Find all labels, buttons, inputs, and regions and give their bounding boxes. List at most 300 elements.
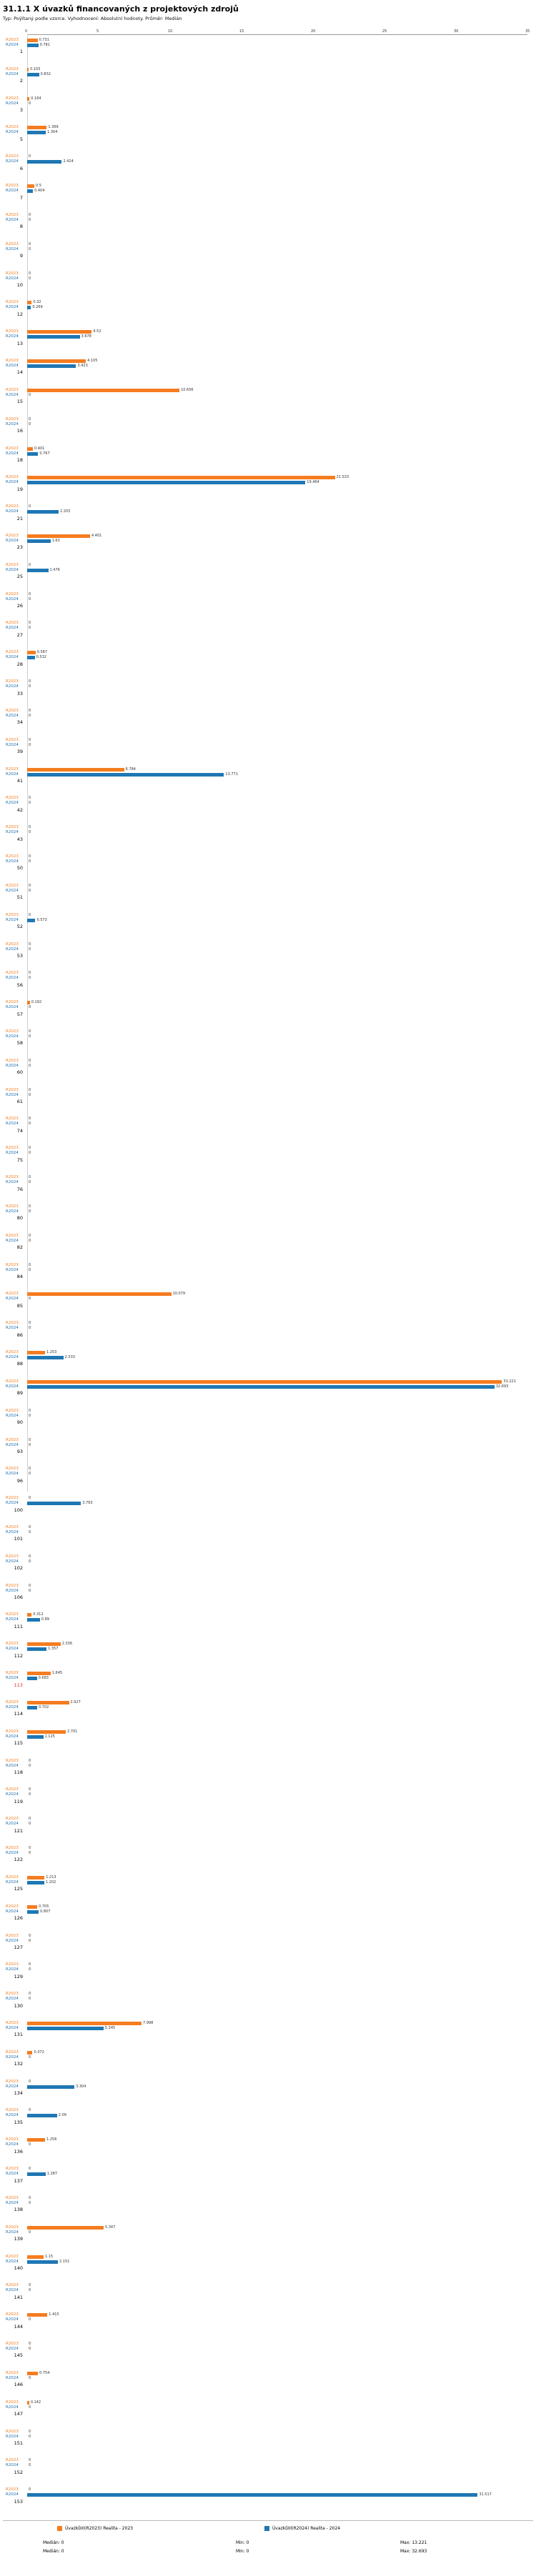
bar bbox=[27, 2260, 58, 2264]
bar-value-label: 0.781 bbox=[39, 43, 50, 47]
category-label: 106 bbox=[14, 1594, 23, 1601]
series-row-label: R2023 bbox=[6, 1642, 19, 1647]
bar-value-label: 0 bbox=[29, 859, 31, 864]
legend-stat-min: Min: 0 bbox=[236, 2549, 249, 2554]
bar bbox=[27, 1356, 64, 1359]
category-label: 52 bbox=[16, 924, 23, 930]
bar-value-label: 1.369 bbox=[48, 125, 59, 130]
bar bbox=[27, 1735, 44, 1739]
bar-value-label: 0 bbox=[29, 416, 31, 421]
series-row-label: R2024 bbox=[6, 976, 19, 981]
bar-value-label: 19.464 bbox=[307, 480, 319, 485]
bar-value-label: 1.213 bbox=[46, 1874, 56, 1879]
bar bbox=[27, 539, 51, 543]
series-row-label: R2023 bbox=[6, 2458, 19, 2463]
category-label: 9 bbox=[19, 253, 23, 259]
category-label: 136 bbox=[14, 2148, 23, 2155]
bar-value-label: 0 bbox=[29, 1151, 31, 1156]
x-axis-tick-label: 35 bbox=[525, 29, 530, 34]
category-label: 85 bbox=[16, 1302, 23, 1309]
legend-stat-min: Min: 0 bbox=[236, 2540, 249, 2545]
bar bbox=[27, 569, 49, 572]
series-row-label: R2023 bbox=[6, 329, 19, 334]
bar-value-label: 1.125 bbox=[44, 1734, 55, 1739]
bar-value-label: 0 bbox=[29, 830, 31, 835]
legend-label[interactable]: ÚvazkůIII(R2024) Realita - 2024 bbox=[272, 2526, 341, 2531]
bar-value-label: 0.103 bbox=[30, 66, 41, 71]
bar bbox=[27, 447, 33, 451]
category-label: 82 bbox=[16, 1244, 23, 1251]
category-label: 89 bbox=[16, 1390, 23, 1397]
series-row-label: R2024 bbox=[6, 480, 19, 485]
bar bbox=[27, 2138, 45, 2142]
bar bbox=[27, 773, 224, 777]
category-label: 93 bbox=[16, 1448, 23, 1454]
bar-value-label: 7.998 bbox=[142, 2021, 154, 2025]
bar-value-label: 0.164 bbox=[31, 96, 41, 101]
series-row-label: R2023 bbox=[6, 387, 19, 392]
category-label: 137 bbox=[14, 2177, 23, 2184]
bar bbox=[27, 1613, 31, 1617]
series-row-label: R2024 bbox=[6, 1209, 19, 1214]
bar-value-label: 0 bbox=[29, 883, 31, 888]
series-row-label: R2023 bbox=[6, 475, 19, 480]
page-title: 31.1.1 X úvazků financovaných z projektových zdrojů bbox=[3, 4, 239, 14]
series-row-label: R2023 bbox=[6, 708, 19, 713]
series-row-label: R2023 bbox=[6, 2137, 19, 2142]
bar bbox=[27, 452, 38, 456]
bar-value-label: 0 bbox=[29, 1554, 31, 1559]
series-row-label: R2024 bbox=[6, 567, 19, 572]
bar bbox=[27, 1905, 37, 1909]
series-row-label: R2023 bbox=[6, 446, 19, 451]
series-row-label: R2023 bbox=[6, 1000, 19, 1005]
category-label: 111 bbox=[14, 1623, 23, 1629]
page-subtitle: Typ: Poÿítaný podle vzorce. Vyhodnocení: Absolutní hodnoty. Průměr: Medián bbox=[3, 16, 182, 21]
category-label: 139 bbox=[14, 2236, 23, 2242]
bar bbox=[27, 68, 29, 71]
category-label: 75 bbox=[16, 1157, 23, 1163]
series-row-label: R2023 bbox=[6, 971, 19, 976]
category-label: 121 bbox=[14, 1827, 23, 1834]
bar-value-label: 0 bbox=[29, 1496, 31, 1501]
bar-value-label: 0.683 bbox=[38, 1676, 49, 1681]
series-row-label: R2024 bbox=[6, 364, 19, 369]
category-label: 132 bbox=[14, 2061, 23, 2067]
bar bbox=[27, 510, 59, 514]
category-label: 43 bbox=[16, 836, 23, 842]
bar-value-label: 0 bbox=[29, 621, 31, 626]
bar-value-label: 0.705 bbox=[39, 1904, 49, 1909]
legend-label[interactable]: ÚvazkůIII(R2023) Realita - 2023 bbox=[65, 2526, 134, 2531]
series-row-label: R2024 bbox=[6, 1267, 19, 1272]
bar-value-label: 2.533 bbox=[64, 1355, 75, 1360]
series-row-label: R2023 bbox=[6, 38, 19, 42]
series-row-label: R2024 bbox=[6, 1704, 19, 1709]
series-row-label: R2023 bbox=[6, 1204, 19, 1209]
series-row-label: R2023 bbox=[6, 1612, 19, 1617]
bar-value-label: 0 bbox=[29, 1058, 31, 1063]
bar-value-label: 0 bbox=[29, 825, 31, 830]
series-row-label: R2023 bbox=[6, 621, 19, 626]
bar bbox=[27, 335, 80, 339]
bar-value-label: 0 bbox=[29, 2079, 31, 2084]
bar-value-label: 0 bbox=[29, 1992, 31, 1997]
category-label: 14 bbox=[16, 369, 23, 376]
series-row-label: R2023 bbox=[6, 1787, 19, 1792]
bar bbox=[27, 1672, 51, 1675]
series-row-label: R2024 bbox=[6, 684, 19, 689]
bar-value-label: 0 bbox=[29, 854, 31, 859]
category-label: 12 bbox=[16, 311, 23, 317]
bar-value-label: 0.142 bbox=[30, 2400, 41, 2405]
category-label: 41 bbox=[16, 778, 23, 784]
series-row-label: R2023 bbox=[6, 1554, 19, 1559]
series-row-label: R2023 bbox=[6, 184, 19, 189]
chart-plot-area bbox=[0, 29, 536, 2515]
bar bbox=[27, 189, 33, 193]
bar-value-label: 0.702 bbox=[39, 1704, 49, 1709]
series-row-label: R2024 bbox=[6, 71, 19, 76]
bar-value-label: 0 bbox=[29, 1442, 31, 1447]
series-row-label: R2024 bbox=[6, 451, 19, 456]
series-row-label: R2023 bbox=[6, 591, 19, 596]
series-row-label: R2024 bbox=[6, 305, 19, 310]
bar bbox=[27, 2022, 142, 2025]
series-row-label: R2023 bbox=[6, 942, 19, 947]
bar-value-label: 0 bbox=[29, 2108, 31, 2113]
category-label: 141 bbox=[14, 2294, 23, 2300]
series-row-label: R2023 bbox=[6, 883, 19, 888]
bar bbox=[27, 768, 124, 772]
bar-value-label: 0 bbox=[29, 596, 31, 601]
category-label: 13 bbox=[16, 340, 23, 346]
category-label: 129 bbox=[14, 1973, 23, 1980]
series-row-label: R2024 bbox=[6, 596, 19, 601]
series-row-label: R2024 bbox=[6, 1559, 19, 1564]
bar-value-label: 0 bbox=[29, 2288, 31, 2293]
bar-value-label: 0 bbox=[29, 1175, 31, 1180]
series-row-label: R2023 bbox=[6, 504, 19, 509]
x-axis-tick-label: 5 bbox=[96, 29, 99, 34]
bar-value-label: 0 bbox=[29, 2429, 31, 2434]
category-label: 140 bbox=[14, 2265, 23, 2271]
series-row-label: R2023 bbox=[6, 1992, 19, 1997]
series-row-label: R2023 bbox=[6, 1758, 19, 1763]
bar-value-label: 0 bbox=[29, 1326, 31, 1331]
bar bbox=[27, 1910, 39, 1914]
bar-value-label: 0 bbox=[29, 971, 31, 976]
bar-value-label: 0 bbox=[29, 1467, 31, 1472]
bar-value-label: 0 bbox=[29, 2463, 31, 2468]
bar-value-label: 0 bbox=[29, 1583, 31, 1588]
bar-value-label: 5.347 bbox=[104, 2225, 116, 2230]
series-row-label: R2024 bbox=[6, 772, 19, 777]
bar-value-label: 0 bbox=[29, 1851, 31, 1856]
category-label: 134 bbox=[14, 2090, 23, 2097]
series-row-label: R2024 bbox=[6, 1005, 19, 1010]
bar-value-label: 0 bbox=[29, 912, 31, 917]
category-label: 8 bbox=[19, 224, 23, 230]
series-row-label: R2024 bbox=[6, 101, 19, 106]
bar-value-label: 0 bbox=[29, 679, 31, 684]
series-row-label: R2024 bbox=[6, 159, 19, 164]
category-label: 1 bbox=[19, 49, 23, 55]
category-label: 113 bbox=[14, 1682, 23, 1688]
category-label: 101 bbox=[14, 1536, 23, 1542]
bar-value-label: 0 bbox=[29, 504, 31, 509]
series-row-label: R2024 bbox=[6, 2026, 19, 2030]
series-row-label: R2024 bbox=[6, 2113, 19, 2118]
series-row-label: R2023 bbox=[6, 2167, 19, 2172]
series-row-label: R2023 bbox=[6, 96, 19, 101]
bar-value-label: 3.423 bbox=[77, 364, 88, 369]
bar-value-label: 0 bbox=[29, 2347, 31, 2352]
series-row-label: R2023 bbox=[6, 66, 19, 71]
series-row-label: R2023 bbox=[6, 2312, 19, 2317]
series-row-label: R2023 bbox=[6, 679, 19, 684]
series-row-label: R2024 bbox=[6, 2259, 19, 2264]
series-row-label: R2023 bbox=[6, 2079, 19, 2084]
series-row-label: R2023 bbox=[6, 912, 19, 917]
series-row-label: R2024 bbox=[6, 2230, 19, 2235]
series-row-label: R2024 bbox=[6, 742, 19, 747]
chart-legend bbox=[0, 2520, 536, 2570]
bar-value-label: 1.202 bbox=[46, 1879, 56, 1884]
series-row-label: R2023 bbox=[6, 1496, 19, 1501]
series-row-label: R2023 bbox=[6, 1146, 19, 1151]
bar-value-label: 1.256 bbox=[46, 2137, 57, 2142]
bar-value-label: 10.079 bbox=[172, 1292, 186, 1297]
category-label: 42 bbox=[16, 807, 23, 813]
series-row-label: R2024 bbox=[6, 947, 19, 952]
legend-stat-max: Max: 13.221 bbox=[400, 2540, 427, 2545]
bar bbox=[27, 1001, 30, 1004]
bar-value-label: 0 bbox=[29, 1034, 31, 1039]
bar-value-label: 4.105 bbox=[87, 359, 98, 364]
bar-value-label: 0.32 bbox=[33, 300, 41, 305]
bar-value-label: 0 bbox=[29, 1204, 31, 1209]
bar-value-label: 1.63 bbox=[51, 539, 60, 543]
series-row-label: R2024 bbox=[6, 1588, 19, 1593]
bar-value-label: 0.269 bbox=[32, 305, 43, 310]
bar-value-label: 0 bbox=[29, 1413, 31, 1418]
series-row-label: R2023 bbox=[6, 2370, 19, 2375]
category-label: 26 bbox=[16, 603, 23, 609]
bar-value-label: 0 bbox=[29, 1297, 31, 1302]
bar-value-label: 0 bbox=[29, 2142, 31, 2147]
bar-value-label: 0 bbox=[29, 2317, 31, 2322]
series-row-label: R2024 bbox=[6, 655, 19, 660]
bar-value-label: 0 bbox=[29, 154, 31, 159]
series-row-label: R2023 bbox=[6, 2400, 19, 2405]
bar-value-label: 0 bbox=[29, 1087, 31, 1092]
bar bbox=[27, 1351, 45, 1354]
series-row-label: R2024 bbox=[6, 392, 19, 397]
bar-value-label: 0 bbox=[29, 1122, 31, 1127]
bar-value-label: 0.754 bbox=[39, 2370, 50, 2375]
bar-value-label: 0 bbox=[29, 2458, 31, 2463]
category-label: 86 bbox=[16, 1332, 23, 1338]
category-label: 33 bbox=[16, 690, 23, 697]
category-label: 126 bbox=[14, 1915, 23, 1922]
bar-value-label: 1.287 bbox=[46, 2172, 58, 2177]
category-label: 127 bbox=[14, 1944, 23, 1950]
series-row-label: R2023 bbox=[6, 534, 19, 538]
bar-value-label: 10.656 bbox=[181, 387, 194, 392]
category-label: 151 bbox=[14, 2440, 23, 2446]
x-axis-line bbox=[27, 34, 527, 35]
series-row-label: R2024 bbox=[6, 539, 19, 543]
bar-value-label: 1.15 bbox=[45, 2254, 54, 2259]
category-label: 138 bbox=[14, 2207, 23, 2213]
bar-value-label: 2.336 bbox=[61, 1642, 73, 1647]
series-row-label: R2023 bbox=[6, 212, 19, 217]
bar bbox=[27, 2085, 74, 2089]
category-label: 130 bbox=[14, 2002, 23, 2009]
bar bbox=[27, 1677, 37, 1680]
bar-value-label: 0 bbox=[29, 392, 31, 397]
series-row-label: R2024 bbox=[6, 859, 19, 864]
bar-value-label: 0 bbox=[29, 1763, 31, 1768]
category-label: 125 bbox=[14, 1886, 23, 1892]
category-label: 28 bbox=[16, 661, 23, 667]
category-label: 34 bbox=[16, 719, 23, 726]
bar-value-label: 5.345 bbox=[104, 2026, 116, 2030]
category-label: 50 bbox=[16, 865, 23, 872]
series-row-label: R2023 bbox=[6, 1029, 19, 1034]
category-label: 118 bbox=[14, 1769, 23, 1775]
bar-value-label: 0 bbox=[29, 1997, 31, 2002]
series-row-label: R2024 bbox=[6, 43, 19, 47]
category-label: 96 bbox=[16, 1477, 23, 1484]
series-row-label: R2024 bbox=[6, 1092, 19, 1097]
bar-value-label: 0 bbox=[29, 1267, 31, 1272]
category-label: 2 bbox=[19, 78, 23, 84]
series-row-label: R2023 bbox=[6, 2195, 19, 2200]
bar-value-label: 0 bbox=[29, 2195, 31, 2200]
bar-value-label: 0.532 bbox=[36, 655, 46, 660]
bar bbox=[27, 1380, 502, 1384]
bar bbox=[27, 651, 36, 654]
bar bbox=[27, 1385, 495, 1389]
series-row-label: R2024 bbox=[6, 1938, 19, 1943]
bar-value-label: 0 bbox=[29, 626, 31, 631]
bar bbox=[27, 1647, 46, 1651]
bar-value-label: 0 bbox=[29, 1063, 31, 1068]
bar-value-label: 0 bbox=[29, 1209, 31, 1214]
bar-value-label: 2.151 bbox=[59, 2259, 70, 2264]
series-row-label: R2024 bbox=[6, 1413, 19, 1418]
series-row-label: R2024 bbox=[6, 1442, 19, 1447]
bar-value-label: 0 bbox=[29, 1472, 31, 1477]
category-label: 112 bbox=[14, 1652, 23, 1659]
series-row-label: R2023 bbox=[6, 1437, 19, 1442]
series-row-label: R2023 bbox=[6, 767, 19, 772]
series-row-label: R2024 bbox=[6, 2317, 19, 2322]
series-row-label: R2023 bbox=[6, 1525, 19, 1529]
bar-value-label: 0.404 bbox=[34, 189, 45, 194]
legend-stat-median: Medián: 0 bbox=[43, 2540, 64, 2545]
legend-stat-max: Max: 32.693 bbox=[400, 2549, 427, 2554]
bar-value-label: 0 bbox=[29, 947, 31, 952]
bar bbox=[27, 306, 31, 309]
bar-value-label: 1.253 bbox=[46, 1350, 57, 1355]
bar-value-label: 0 bbox=[29, 888, 31, 893]
category-label: 100 bbox=[14, 1507, 23, 1513]
category-label: 53 bbox=[16, 952, 23, 959]
series-row-label: R2023 bbox=[6, 300, 19, 305]
series-row-label: R2023 bbox=[6, 1321, 19, 1326]
series-row-label: R2023 bbox=[6, 1699, 19, 1704]
series-row-label: R2024 bbox=[6, 2288, 19, 2293]
series-row-label: R2024 bbox=[6, 2084, 19, 2089]
bar-value-label: 0 bbox=[29, 246, 31, 251]
series-row-label: R2023 bbox=[6, 1379, 19, 1384]
category-label: 60 bbox=[16, 1069, 23, 1076]
bar-value-label: 0 bbox=[29, 2200, 31, 2205]
bar-value-label: 0.5 bbox=[36, 184, 41, 189]
bar bbox=[27, 364, 76, 368]
series-row-label: R2024 bbox=[6, 1326, 19, 1331]
bar-value-label: 4.52 bbox=[93, 329, 101, 334]
category-label: 145 bbox=[14, 2352, 23, 2359]
category-label: 152 bbox=[14, 2469, 23, 2475]
bar-value-label: 0 bbox=[29, 684, 31, 689]
series-row-label: R2023 bbox=[6, 1933, 19, 1938]
bar-value-label: 0.192 bbox=[31, 1000, 42, 1005]
series-row-label: R2023 bbox=[6, 241, 19, 246]
bar-value-label: 0 bbox=[29, 1962, 31, 1967]
bar-value-label: 1.304 bbox=[47, 130, 58, 135]
bar-value-label: 0 bbox=[29, 942, 31, 947]
bar bbox=[27, 359, 86, 363]
bar bbox=[27, 160, 61, 164]
category-label: 23 bbox=[16, 544, 23, 551]
category-label: 147 bbox=[14, 2411, 23, 2417]
series-row-label: R2024 bbox=[6, 421, 19, 426]
legend-divider bbox=[3, 2520, 533, 2521]
category-label: 16 bbox=[16, 428, 23, 434]
bar-value-label: 31.517 bbox=[479, 2492, 492, 2497]
series-row-label: R2023 bbox=[6, 1058, 19, 1063]
series-row-label: R2024 bbox=[6, 1355, 19, 1360]
bar-value-label: 0 bbox=[29, 1408, 31, 1413]
series-row-label: R2024 bbox=[6, 1909, 19, 1914]
bar-value-label: 0 bbox=[29, 1792, 31, 1797]
series-row-label: R2023 bbox=[6, 650, 19, 655]
bar-value-label: 33.221 bbox=[503, 1379, 516, 1384]
bar bbox=[27, 1730, 66, 1734]
series-row-label: R2023 bbox=[6, 854, 19, 859]
series-row-label: R2023 bbox=[6, 154, 19, 159]
series-row-label: R2024 bbox=[6, 1997, 19, 2002]
series-row-label: R2024 bbox=[6, 1763, 19, 1768]
bar-value-label: 0.372 bbox=[34, 2050, 44, 2055]
legend-swatch bbox=[264, 2526, 269, 2531]
series-row-label: R2024 bbox=[6, 917, 19, 922]
bar-value-label: 2.701 bbox=[67, 1729, 78, 1734]
bar-value-label: 6.784 bbox=[125, 767, 136, 772]
category-label: 74 bbox=[16, 1127, 23, 1134]
bar bbox=[27, 73, 39, 76]
bar bbox=[27, 39, 38, 42]
series-row-label: R2024 bbox=[6, 1238, 19, 1243]
category-label: 5 bbox=[19, 136, 23, 142]
series-row-label: R2024 bbox=[6, 1530, 19, 1534]
series-row-label: R2023 bbox=[6, 359, 19, 364]
category-label: 51 bbox=[16, 894, 23, 901]
